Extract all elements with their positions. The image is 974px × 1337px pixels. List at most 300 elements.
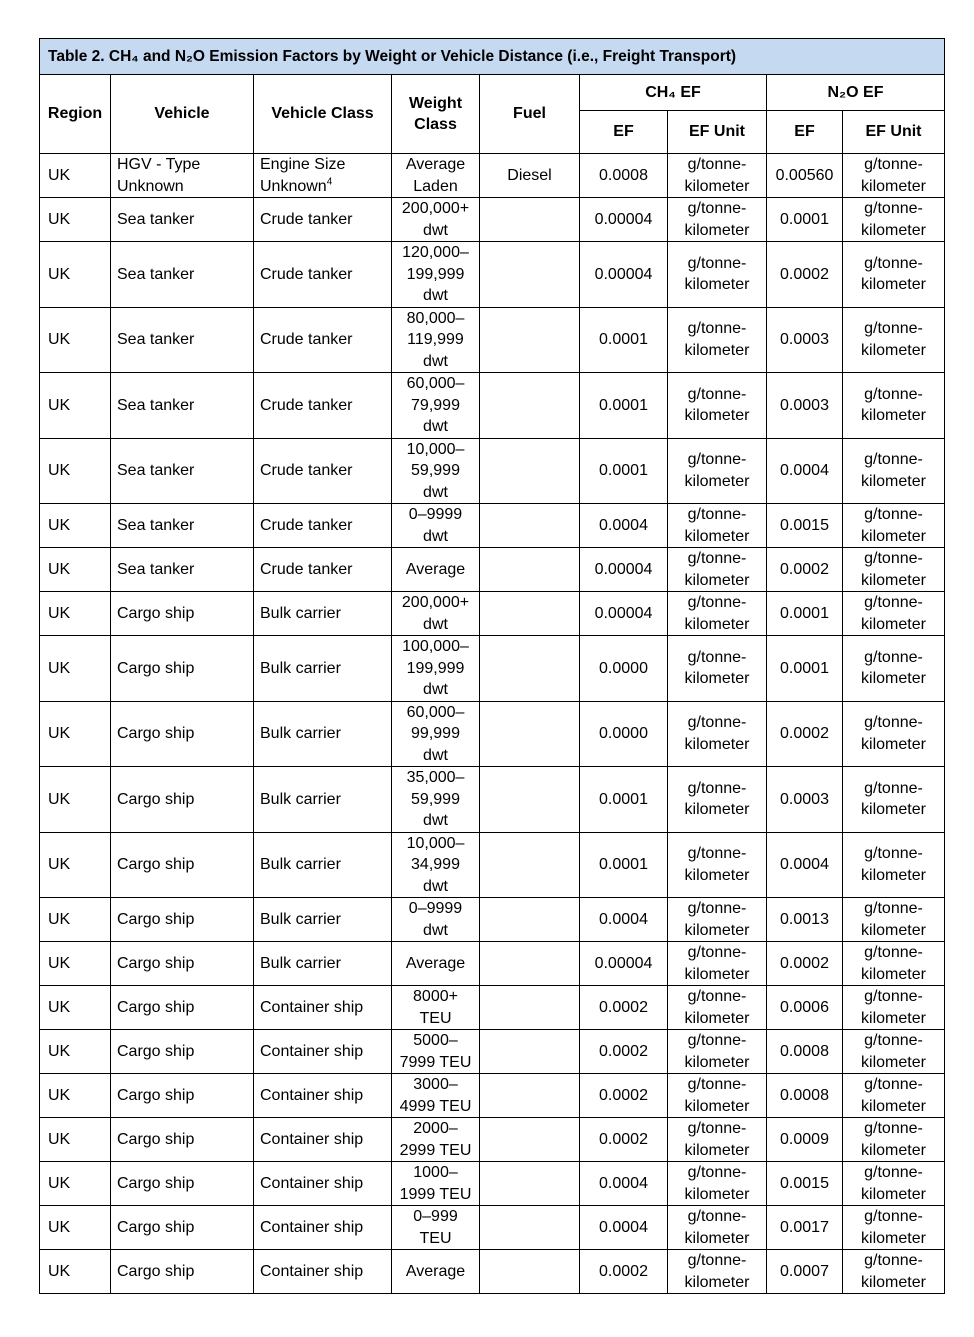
cell-ch4-ef-unit [668,438,767,504]
emission-factor-table [39,38,945,1294]
cell-n2o-ef-text: 0.0007 [780,1262,829,1280]
cell-weight-class-text: 10,000–59,999 dwt [406,440,465,501]
cell-vehicle [111,986,254,1030]
cell-ch4-ef-text: 0.00004 [594,954,653,972]
cell-region [40,198,111,242]
cell-region [40,504,111,548]
cell-vehicle [111,767,254,833]
cell-region [40,942,111,986]
cell-n2o-ef-unit-text: g/tonne-kilometer [861,944,926,983]
cell-vehicle [111,1118,254,1162]
cell-n2o-ef-unit [843,986,945,1030]
cell-fuel [480,898,580,942]
cell-ch4-ef-unit-text: g/tonne-kilometer [684,1076,750,1115]
cell-ch4-ef-unit-text: g/tonne-kilometer [684,1208,750,1247]
cell-n2o-ef [767,504,843,548]
cell-weight-class [392,986,480,1030]
cell-vehicle-text: Cargo ship [117,998,195,1016]
cell-ch4-ef-unit [668,242,767,308]
cell-ch4-ef-unit [668,767,767,833]
cell-vehicle [111,1074,254,1118]
cell-weight-class [392,832,480,898]
cell-weight-class [392,1162,480,1206]
cell-weight-class-text: 120,000–199,999 dwt [402,244,469,304]
cell-weight-class [392,1030,480,1074]
cell-region [40,307,111,373]
cell-vehicle [111,373,254,439]
cell-n2o-ef [767,942,843,986]
cell-ch4-ef-unit [668,1118,767,1162]
table-row [40,548,945,592]
cell-ch4-ef-text: 0.0008 [599,166,648,184]
cell-ch4-ef-text: 0.00004 [594,560,653,578]
cell-vehicle-class [254,373,392,439]
cell-weight-class [392,504,480,548]
cell-n2o-ef [767,832,843,898]
cell-vehicle [111,504,254,548]
cell-weight-class-text: 8000+ TEU [413,988,458,1027]
cell-region-text: UK [48,856,71,873]
cell-weight-class [392,373,480,439]
cell-n2o-ef [767,438,843,504]
cell-ch4-ef [580,592,668,636]
cell-ch4-ef-unit-text: g/tonne-kilometer [684,254,750,294]
cell-ch4-ef [580,154,668,198]
cell-region [40,1118,111,1162]
cell-vehicle [111,154,254,198]
cell-vehicle-text: Sea tanker [117,560,195,578]
cell-n2o-ef-unit-text: g/tonne-kilometer [861,1120,926,1159]
cell-vehicle-text: Sea tanker [117,265,195,283]
cell-vehicle [111,942,254,986]
cell-ch4-ef-unit [668,373,767,439]
cell-n2o-ef [767,154,843,198]
cell-n2o-ef-unit-text: g/tonne-kilometer [861,506,926,545]
cell-n2o-ef-unit-text: g/tonne-kilometer [861,988,926,1027]
cell-weight-class-text: 200,000+ dwt [401,594,470,633]
cell-vehicle-class-text: Container ship [260,1130,364,1148]
cell-vehicle-class-text: Crude tanker [260,462,353,479]
header-n2o-ef: EF [767,111,843,154]
cell-vehicle-class-text: Crude tanker [260,396,353,414]
cell-vehicle-class [254,701,392,767]
cell-ch4-ef [580,1206,668,1250]
header-vehicle: Vehicle [111,75,254,154]
cell-region [40,1206,111,1250]
cell-ch4-ef-text: 0.0004 [599,910,648,928]
cell-vehicle-class [254,1074,392,1118]
cell-ch4-ef-unit-text: g/tonne-kilometer [684,451,750,490]
cell-region-text: UK [48,396,71,414]
cell-vehicle-class [254,767,392,833]
table-row [40,438,945,504]
cell-ch4-ef-text: 0.0002 [599,1086,648,1104]
cell-weight-class [392,592,480,636]
cell-n2o-ef-unit-text: g/tonne-kilometer [861,594,926,633]
cell-weight-class-text: 5000–7999 TEU [399,1032,472,1071]
cell-n2o-ef-unit [843,1030,945,1074]
cell-weight-class-text: 0–9999 dwt [408,506,463,545]
table-title: Table 2. CH₄ and N₂O Emission Factors by Weight or Vehicle Distance (i.e., Freight Transport) [40,39,945,75]
cell-vehicle-text: Sea tanker [117,396,195,414]
cell-vehicle [111,1206,254,1250]
cell-region [40,898,111,942]
cell-fuel [480,307,580,373]
cell-vehicle-class [254,636,392,702]
cell-n2o-ef-unit [843,592,945,636]
cell-ch4-ef [580,1118,668,1162]
cell-n2o-ef-unit-text: g/tonne-kilometer [861,900,926,939]
cell-fuel [480,701,580,767]
table-row [40,198,945,242]
cell-weight-class [392,198,480,242]
cell-weight-class [392,898,480,942]
cell-vehicle [111,636,254,702]
header-weight-class: Weight Class [392,75,480,154]
cell-region [40,373,111,439]
cell-n2o-ef [767,636,843,702]
cell-weight-class-text: 60,000–79,999 dwt [406,375,465,435]
cell-ch4-ef-text: 0.0000 [599,725,648,742]
cell-ch4-ef [580,986,668,1030]
cell-vehicle-text: Cargo ship [117,659,195,677]
cell-ch4-ef-unit [668,592,767,636]
cell-n2o-ef-unit [843,701,945,767]
cell-n2o-ef [767,898,843,942]
cell-n2o-ef-unit-text: g/tonne-kilometer [861,385,926,425]
cell-n2o-ef [767,198,843,242]
table-row [40,701,945,767]
cell-n2o-ef-unit [843,942,945,986]
cell-n2o-ef-unit-text: g/tonne-kilometer [861,156,926,195]
cell-region-text: UK [48,1130,71,1148]
cell-n2o-ef-unit-text: g/tonne-kilometer [861,1076,926,1115]
table-row [40,767,945,833]
cell-weight-class-text: 35,000–59,999 dwt [406,769,465,829]
cell-ch4-ef [580,1074,668,1118]
cell-vehicle-class-text: Bulk carrier [260,604,341,622]
cell-region [40,548,111,592]
cell-n2o-ef-unit [843,198,945,242]
cell-weight-class [392,307,480,373]
cell-vehicle-text: Cargo ship [117,1130,195,1148]
footnote-marker: 4 [326,176,333,188]
cell-ch4-ef-unit-text: g/tonne-kilometer [684,648,750,688]
cell-ch4-ef [580,832,668,898]
cell-vehicle-class [254,1030,392,1074]
cell-n2o-ef-text: 0.0001 [780,659,829,677]
cell-n2o-ef-unit [843,636,945,702]
cell-weight-class-text: 2000–2999 TEU [399,1120,472,1159]
cell-n2o-ef-text: 0.0003 [780,331,829,348]
cell-vehicle-class [254,832,392,898]
cell-vehicle-class [254,504,392,548]
cell-weight-class-text: 0–999 TEU [413,1208,458,1247]
cell-n2o-ef-text: 0.0008 [780,1042,829,1060]
cell-n2o-ef-unit [843,767,945,833]
cell-n2o-ef [767,592,843,636]
cell-vehicle-class-text: Container ship [260,998,364,1016]
cell-weight-class-text: 80,000–119,999 dwt [406,309,465,370]
cell-vehicle-text: Cargo ship [117,910,195,928]
cell-region [40,1074,111,1118]
cell-n2o-ef [767,1074,843,1118]
cell-vehicle-class-text: Crude tanker [260,516,353,534]
cell-n2o-ef-unit [843,307,945,373]
cell-weight-class-text: Average [405,954,466,972]
cell-fuel [480,832,580,898]
cell-vehicle-class [254,1250,392,1294]
cell-fuel [480,986,580,1030]
cell-weight-class [392,701,480,767]
cell-n2o-ef-text: 0.0002 [780,954,829,972]
cell-ch4-ef [580,548,668,592]
cell-vehicle-class [254,438,392,504]
cell-region [40,767,111,833]
cell-n2o-ef-unit-text: g/tonne-kilometer [861,1164,926,1203]
table-row [40,1206,945,1250]
cell-ch4-ef-text: 0.0004 [599,1218,648,1236]
cell-ch4-ef-unit [668,942,767,986]
cell-fuel [480,1250,580,1294]
cell-ch4-ef [580,504,668,548]
cell-weight-class-text: 1000–1999 TEU [399,1164,472,1203]
cell-weight-class-text: Average Laden [405,156,466,195]
cell-n2o-ef-text: 0.0002 [780,725,829,742]
cell-n2o-ef-unit-text: g/tonne-kilometer [861,845,926,884]
cell-n2o-ef [767,1118,843,1162]
header-region: Region [40,75,111,154]
cell-region [40,636,111,702]
cell-vehicle-class [254,198,392,242]
cell-fuel [480,373,580,439]
cell-ch4-ef-text: 0.0002 [599,1262,648,1280]
cell-fuel [480,1206,580,1250]
cell-n2o-ef-text: 0.0015 [780,1174,829,1192]
cell-vehicle-class [254,1118,392,1162]
cell-ch4-ef-unit-text: g/tonne-kilometer [684,550,750,589]
cell-region-text: UK [48,1218,71,1236]
cell-weight-class [392,242,480,308]
cell-ch4-ef-unit [668,1030,767,1074]
cell-region-text: UK [48,659,71,677]
cell-n2o-ef-text: 0.0008 [780,1086,829,1104]
cell-vehicle-text: Sea tanker [117,462,195,479]
cell-ch4-ef-text: 0.0002 [599,998,648,1016]
cell-n2o-ef [767,307,843,373]
cell-n2o-ef-unit [843,832,945,898]
table-row [40,1118,945,1162]
table-row [40,1030,945,1074]
cell-n2o-ef-unit [843,504,945,548]
cell-region-text: UK [48,998,71,1016]
cell-weight-class-text: 3000–4999 TEU [399,1076,472,1115]
cell-n2o-ef-text: 0.0001 [780,604,829,622]
cell-vehicle-text: Cargo ship [117,1218,195,1236]
cell-fuel [480,1074,580,1118]
cell-ch4-ef-unit-text: g/tonne-kilometer [684,1120,750,1159]
cell-vehicle-class-text: Container ship [260,1218,364,1236]
cell-weight-class [392,1250,480,1294]
cell-weight-class-text: 10,000–34,999 dwt [406,834,465,895]
cell-region-text: UK [48,331,71,348]
cell-weight-class [392,767,480,833]
cell-n2o-ef [767,242,843,308]
cell-ch4-ef [580,1250,668,1294]
cell-ch4-ef-text: 0.0002 [599,1130,648,1148]
table-row [40,373,945,439]
cell-ch4-ef-unit-text: g/tonne-kilometer [684,845,750,884]
cell-n2o-ef-unit [843,898,945,942]
cell-n2o-ef [767,986,843,1030]
cell-ch4-ef-unit [668,701,767,767]
cell-vehicle-class [254,898,392,942]
cell-n2o-ef-text: 0.0002 [780,560,829,578]
cell-n2o-ef [767,1250,843,1294]
cell-vehicle-class [254,986,392,1030]
cell-ch4-ef-unit-text: g/tonne-kilometer [684,200,750,239]
cell-region-text: UK [48,516,71,534]
cell-ch4-ef [580,767,668,833]
emission-factor-table-container [39,38,944,1294]
cell-fuel [480,636,580,702]
header-ch4-ef-group: CH₄ EF [580,75,767,111]
cell-ch4-ef-unit-text: g/tonne-kilometer [684,1164,750,1203]
table-row [40,942,945,986]
cell-n2o-ef-text: 0.0004 [780,856,829,873]
cell-vehicle [111,1030,254,1074]
table-row [40,1074,945,1118]
cell-ch4-ef-unit [668,1206,767,1250]
cell-n2o-ef-unit [843,1206,945,1250]
cell-ch4-ef-unit-text: g/tonne-kilometer [684,385,750,425]
cell-fuel [480,1118,580,1162]
cell-ch4-ef-unit-text: g/tonne-kilometer [684,594,750,633]
cell-ch4-ef-unit-text: g/tonne-kilometer [684,988,750,1027]
cell-ch4-ef-unit [668,898,767,942]
header-vehicle-class: Vehicle Class [254,75,392,154]
table-row [40,986,945,1030]
cell-ch4-ef [580,942,668,986]
cell-ch4-ef [580,307,668,373]
cell-vehicle-class-text: Crude tanker [260,265,353,283]
cell-vehicle-text: HGV - Type Unknown [117,156,201,195]
cell-region-text: UK [48,910,71,928]
cell-n2o-ef-unit [843,1162,945,1206]
cell-vehicle-text: Cargo ship [117,954,195,972]
cell-ch4-ef [580,438,668,504]
cell-region-text: UK [48,604,71,622]
cell-n2o-ef-unit [843,242,945,308]
cell-ch4-ef-unit-text: g/tonne-kilometer [684,944,750,983]
cell-vehicle [111,242,254,308]
header-n2o-ef-group: N₂O EF [767,75,945,111]
cell-n2o-ef [767,701,843,767]
cell-ch4-ef-unit [668,832,767,898]
cell-weight-class-text: Average [405,1262,466,1280]
cell-vehicle-class [254,242,392,308]
cell-vehicle-class-text: Engine Size Unknown [260,156,346,195]
table-row [40,154,945,198]
cell-n2o-ef [767,1206,843,1250]
cell-n2o-ef-unit [843,154,945,198]
cell-ch4-ef-unit-text: g/tonne-kilometer [684,1252,750,1291]
cell-ch4-ef-text: 0.0000 [599,659,648,677]
cell-n2o-ef-text: 0.0003 [780,790,829,808]
cell-region [40,154,111,198]
header-ch4-ef: EF [580,111,668,154]
cell-ch4-ef-unit-text: g/tonne-kilometer [684,506,750,545]
cell-ch4-ef-unit-text: g/tonne-kilometer [684,779,750,819]
cell-n2o-ef-unit-text: g/tonne-kilometer [861,1252,926,1291]
cell-vehicle [111,307,254,373]
cell-ch4-ef-unit-text: g/tonne-kilometer [684,156,750,195]
cell-vehicle-class [254,307,392,373]
cell-vehicle-class [254,1206,392,1250]
cell-region-text: UK [48,954,71,972]
cell-weight-class-text: 100,000–199,999 dwt [402,638,469,698]
cell-vehicle-text: Cargo ship [117,725,195,742]
cell-ch4-ef-unit [668,307,767,373]
cell-n2o-ef-unit-text: g/tonne-kilometer [861,550,926,589]
table-row [40,307,945,373]
cell-ch4-ef-text: 0.0001 [599,331,648,348]
cell-n2o-ef-unit-text: g/tonne-kilometer [861,1032,926,1071]
cell-region-text: UK [48,462,71,479]
table-row [40,832,945,898]
cell-ch4-ef-text: 0.0004 [599,1174,648,1192]
cell-weight-class [392,154,480,198]
table-row [40,592,945,636]
cell-vehicle [111,1162,254,1206]
cell-vehicle [111,198,254,242]
cell-ch4-ef-unit [668,504,767,548]
table-row [40,636,945,702]
cell-vehicle-class-text: Container ship [260,1042,364,1060]
cell-weight-class [392,1118,480,1162]
cell-n2o-ef-text: 0.0002 [780,265,829,283]
cell-vehicle-class-text: Bulk carrier [260,659,341,677]
cell-ch4-ef-unit [668,1074,767,1118]
cell-vehicle-class-text: Bulk carrier [260,725,341,742]
cell-region-text: UK [48,1262,71,1280]
cell-vehicle [111,548,254,592]
cell-n2o-ef-unit [843,548,945,592]
cell-ch4-ef-text: 0.0002 [599,1042,648,1060]
cell-fuel [480,592,580,636]
cell-ch4-ef [580,701,668,767]
cell-region-text: UK [48,166,71,184]
cell-vehicle-class [254,1162,392,1206]
cell-ch4-ef [580,373,668,439]
cell-n2o-ef-text: 0.0003 [780,396,829,414]
cell-weight-class-text: 200,000+ dwt [401,200,470,239]
header-fuel: Fuel [480,75,580,154]
cell-fuel [480,1030,580,1074]
cell-region-text: UK [48,265,71,283]
cell-vehicle-class-text: Container ship [260,1086,364,1104]
cell-vehicle-class-text: Bulk carrier [260,954,341,972]
cell-ch4-ef-unit-text: g/tonne-kilometer [684,320,750,359]
cell-vehicle-text: Cargo ship [117,856,195,873]
table-row [40,504,945,548]
cell-n2o-ef-unit-text: g/tonne-kilometer [861,648,926,688]
cell-weight-class-text: 0–9999 dwt [408,900,463,939]
cell-vehicle-text: Cargo ship [117,604,195,622]
cell-weight-class [392,548,480,592]
cell-weight-class [392,942,480,986]
cell-fuel [480,154,580,198]
